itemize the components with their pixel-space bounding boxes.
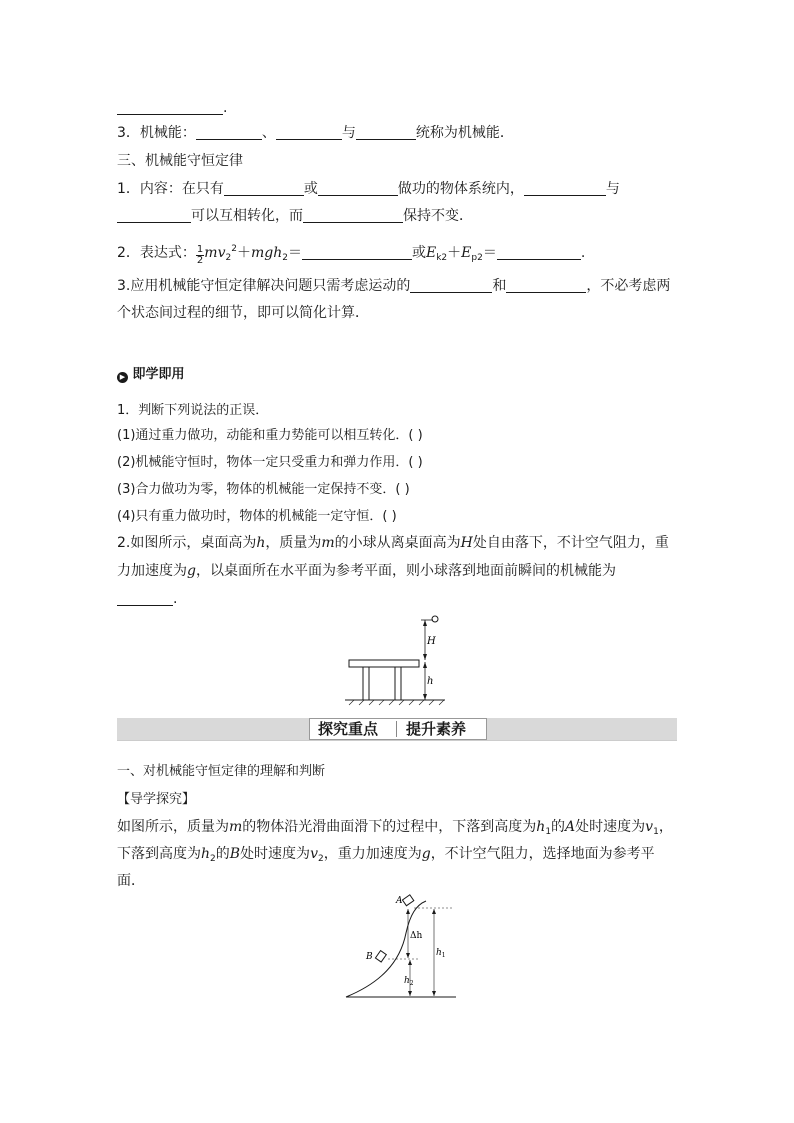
explore-line-2: 下落到高度为$h_2$的B处时速度为$v_2$，重力加速度为g，不计空气阻力，选择地面为参考平 [117,846,655,864]
apply-line-1: 3.应用机械能守恒定律解决问题只需考虑运动的 和 ，不必考虑两 [117,278,671,294]
expression-line: 2．表达式： $\frac{1}{2}$ $mv_2^2+mgh_2=$ 或$E_{k2}+E_{p2}=$ . [117,244,586,266]
answer-blank [410,278,492,293]
label-B: B [366,952,373,962]
question-2-line-2: 力加速度为g，以桌面所在水平面为参考平面，则小球落到地面前瞬间的机械能为 [117,563,616,579]
banner-underline [117,740,677,741]
part-subtitle: 【导学探究】 [117,792,196,807]
continuation-line: . [117,99,227,117]
label-A: A [396,896,403,906]
answer-blank [117,100,223,115]
section-title: 三、机械能守恒定律 [117,153,243,169]
curved-slope [346,901,426,997]
part-title: 一、对机械能守恒定律的理解和判断 [117,764,326,779]
label-H: H [427,636,436,647]
answer-blank [506,278,586,293]
apply-line-2: 个状态间过程的细节，即可以简化计算． [117,305,369,321]
practice-heading: ▶ 即学即用 [117,366,185,384]
banner-right-text: 提升素养 [406,720,467,738]
block-B [375,951,386,962]
answer-blank [303,208,403,223]
question-1: 1．判断下列说法的正误． [117,403,269,418]
banner-divider [396,721,397,737]
statement-2: (2)机械能守恒时，物体一定只受重力和弹力作用．( ) [117,455,423,470]
label-delta-h: Δh [410,931,423,941]
label-h1: $h_1$ [436,948,446,959]
fraction: $\frac{1}{2}$ [196,244,204,266]
answer-blank [497,245,581,260]
play-circle-icon: ▶ [117,372,128,383]
answer-blank [276,125,342,140]
answer-blank [302,245,412,260]
content-line-2: 可以互相转化，而 保持不变． [117,207,473,225]
answer-blank [318,181,398,196]
statement-3: (3)合力做功为零，物体的机械能一定保持不变．( ) [117,482,410,497]
answer-blank [117,208,191,223]
label-h2: $h_2$ [404,976,414,987]
question-2-line-3: . [117,590,177,608]
block-A [402,895,413,906]
answer-blank [524,181,606,196]
question-2-line-1: 2.如图所示，桌面高为h，质量为m的小球从离桌面高为H处自由落下，不计空气阻力，重 [117,535,669,551]
statement-1: (1)通过重力做功，动能和重力势能可以相互转化．( ) [117,428,423,443]
table-leg-left [363,667,369,700]
banner-left-text: 探究重点 [318,720,379,738]
table-leg-right [395,667,401,700]
mechanical-energy-item: 3．机械能： 、 与 统称为机械能． [117,125,514,141]
content-line-1: 1．内容：在只有 或 做功的物体系统内， 与 [117,181,620,197]
table-top [349,660,419,667]
explore-line-3: 面． [117,873,145,889]
slope-figure [340,893,460,1005]
answer-blank [196,125,262,140]
ball [432,616,438,622]
table-ball-figure [345,612,455,708]
answer-blank [117,591,173,606]
answer-blank [356,125,416,140]
answer-blank [224,181,304,196]
statement-4: (4)只有重力做功时，物体的机械能一定守恒．( ) [117,509,397,524]
explore-line-1: 如图所示，质量为m的物体沿光滑曲面滑下的过程中，下落到高度为$h_1$的A处时速度为$v_1$， [117,819,673,837]
label-h: h [427,676,434,687]
